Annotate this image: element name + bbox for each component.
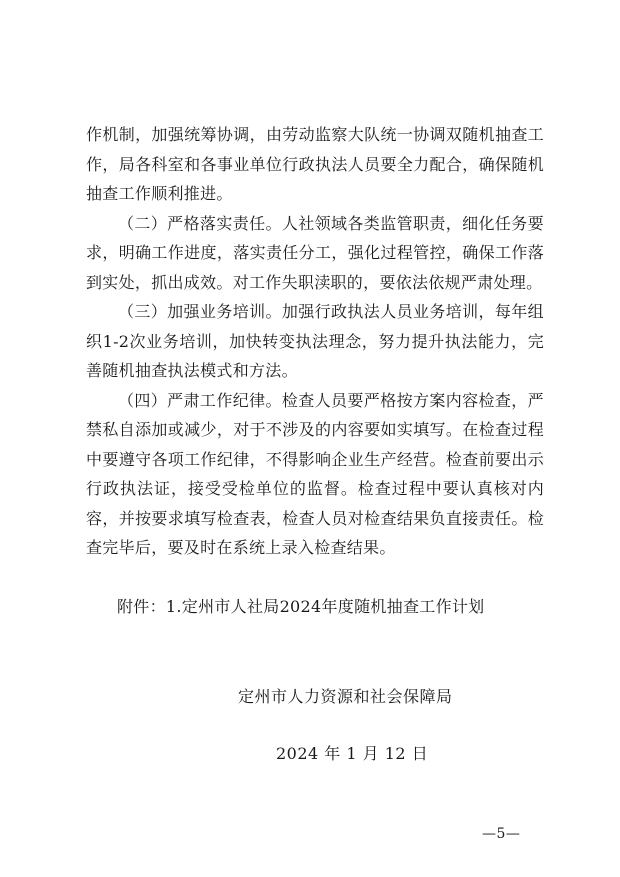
paragraph-heading: （二）严格落实责任。 (118, 213, 282, 233)
paragraph-continuation (86, 120, 544, 209)
attachment-line: 附件：1.定州市人社局2024年度随机抽查工作计划 (117, 597, 485, 616)
paragraph-text: 作机制，加强统筹协调，由劳动监察大队统一协调双随机抽查工作，局各科室和各事业单位行政执法人员要全力配合，确保随机抽查工作顺利推进。 (86, 125, 544, 203)
paragraph-heading: （三）加强业务培训。 (118, 302, 282, 321)
signature-date: 2024 年 1 月 12 日 (276, 744, 429, 763)
paragraph-text: 人社领域各类监管职责，细化任务要求，明确工作进度，落实责任分工，强化过程管控，确保工作落到实处，抓出成效。对工作失职渎职的，要依法依规严肃处理。 (86, 213, 544, 292)
body-text (86, 120, 544, 563)
paragraph-text: 加强行政执法人员业务培训，每年组织1-2次业务培训，加快转变执法理念，努力提升执法能力，完善随机抽查执法模式和方法。 (86, 302, 544, 380)
paragraph-text: 检查人员要严格按方案内容检查，严禁私自添加或减少，对于不涉及的内容要如实填写。在检查过程中要遵守各项工作纪律，不得影响企业生产经营。检查前要出示行政执法证，接受受检单位的监督。检查过程中要认真核对内容，并按要求填写检查表，检查人员对检查结果负直接责任。检查完毕后，要及时在系统上录入检查结果。 (86, 390, 544, 557)
paragraph-training (86, 297, 544, 386)
signature-org: 定州市人力资源和社会保障局 (238, 687, 453, 706)
paragraph-heading: （四）严肃工作纪律。 (118, 390, 282, 410)
paragraph-discipline (86, 386, 544, 563)
paragraph-responsibility (86, 209, 544, 298)
page-number: —5— (482, 826, 521, 842)
